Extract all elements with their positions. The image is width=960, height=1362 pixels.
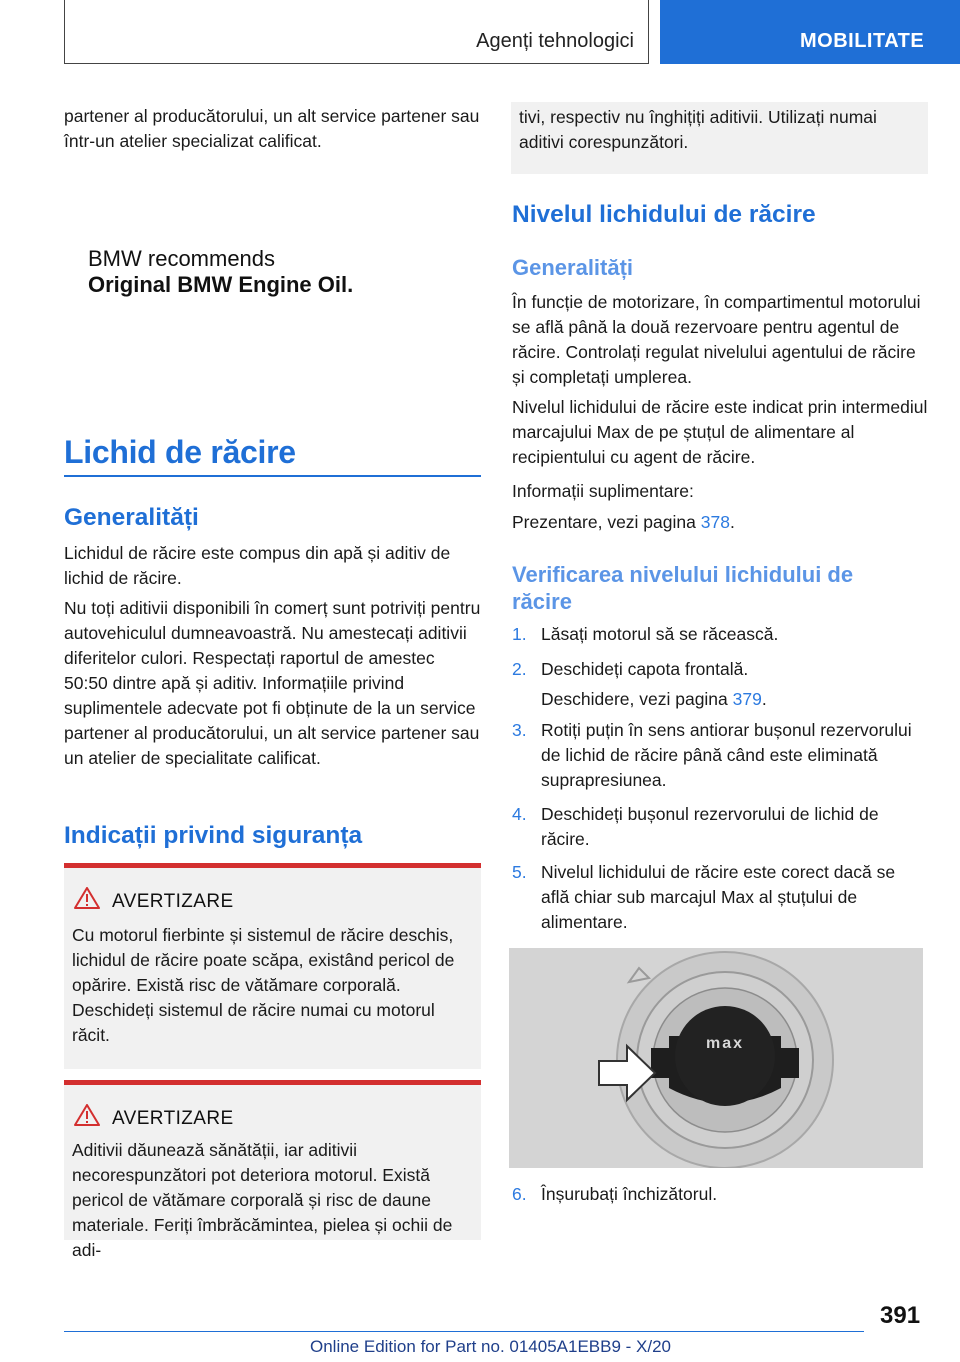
left-intro-text: partener al producătorului, un alt service partener sau într-un atelier specializat calificat. xyxy=(64,106,480,151)
step-text: Deschideți bușonul rezervorului de lichid de răcire. xyxy=(541,804,879,849)
step-text: Rotiți puțin în sens antiorar bușonul rezervorului de lichid de răcire până când este eliminată suprapresiunea. xyxy=(541,720,912,790)
max-marking: max xyxy=(705,1035,745,1052)
left-paragraph-2: Nu toți aditivii disponibili în comerț sunt potriviți pentru autovehiculul dumneavoastră. Nu amestecați aditivii diferitelor culori. Respectați raportul de amestec 50:50 dintre apă și aditiv. Informațiile privind suplimentele adecvate pot fi obținute de la un service partener al producătorului, un alt service partener sau un atelier de specialitate calificat. xyxy=(64,598,481,768)
step-2-subnote: Deschidere, vezi pagina 379. xyxy=(541,689,767,709)
warning-box-1 xyxy=(64,863,481,1069)
step-number: 2. xyxy=(512,659,527,679)
page-number: 391 xyxy=(880,1302,921,1329)
warning-box-2 xyxy=(64,1080,481,1260)
heading-general-left: Generalități xyxy=(64,504,199,531)
right-paragraph-2: Nivelul lichidului de răcire este indicat prin intermediul marcajului Max de pe ștuțul de alimentare al recipientului cu agent de răcire. xyxy=(512,397,928,467)
header-chapter-tab xyxy=(660,0,960,64)
overview-ref-text: Prezentare, vezi pagina xyxy=(512,512,701,532)
step-text: Înșurubați închizătorul. xyxy=(541,1184,718,1204)
page-link-379[interactable]: 379 xyxy=(732,689,762,709)
warning-text-1: Cu motorul fierbinte și sistemul de răcire deschis, lichidul de răcire poate scăpa, existând pericol de opărire. Există risc de vătămare corporală. Deschideți sistemul de răcire numai cu motorul răcit. xyxy=(72,925,455,1045)
warning-triangle-icon xyxy=(74,887,100,909)
heading-underline xyxy=(64,475,481,477)
warning-text-2: Aditivii dăunează sănătății, iar aditivii necorespunzători pot deteriora motorul. Există pericol de vătămare corporală și risc de daune materiale. Feriți îmbrăcămintea, pielea și ochii de adi- xyxy=(72,1140,453,1260)
footer-edition: Online Edition for Part no. 01405A1EBB9 - X/20 xyxy=(310,1337,672,1356)
heading-general-right: Generalități xyxy=(512,255,634,280)
step-number: 3. xyxy=(512,720,527,740)
step-number: 5. xyxy=(512,862,527,882)
heading-coolant: Lichid de răcire xyxy=(64,434,296,470)
step-text: Deschideți capota frontală. xyxy=(541,659,749,679)
ad-line-1: BMW recommends xyxy=(88,246,276,271)
heading-check-level: Verificarea nivelului lichidului de răcire xyxy=(512,562,854,614)
continued-text: tivi, respectiv nu înghițiți aditivii. Utilizați numai aditivi corespunzători. xyxy=(519,107,877,152)
warning-title-2: AVERTIZARE xyxy=(112,1108,234,1129)
step-text: Nivelul lichidului de răcire este corect dacă se află chiar sub marcajul Max al ștuțului de alimentare. xyxy=(541,862,896,932)
header-chapter-title: MOBILITATE xyxy=(800,30,925,52)
step-number: 4. xyxy=(512,804,527,824)
right-paragraph-3: Informații suplimentare: xyxy=(512,481,694,501)
opening-ref-text: Deschidere, vezi pagina xyxy=(541,689,733,709)
step-number: 1. xyxy=(512,624,527,644)
header-section-title: Agenți tehnologici xyxy=(476,30,634,52)
heading-safety: Indicații privind siguranța xyxy=(64,822,363,849)
ad-line-2: Original BMW Engine Oil. xyxy=(88,272,354,297)
warning-bar xyxy=(64,1080,481,1085)
step-number: 6. xyxy=(512,1184,527,1204)
heading-coolant-level: Nivelul lichidului de răcire xyxy=(512,201,816,228)
left-paragraph-1: Lichidul de răcire este compus din apă și aditiv de lichid de răcire. xyxy=(64,543,451,588)
warning-title-1: AVERTIZARE xyxy=(112,891,234,912)
bmw-oil-ad xyxy=(88,246,448,298)
header-section-tab xyxy=(64,0,649,64)
coolant-cap-photo xyxy=(509,948,923,1168)
page-link-378[interactable]: 378 xyxy=(700,512,730,532)
warning-bar xyxy=(64,863,481,868)
right-paragraph-1: În funcție de motorizare, în compartimentul motorului se află până la două rezervoare pentru agentul de răcire. Controlați regulat nivelului agentului de răcire și completați umplerea. xyxy=(512,292,921,387)
warning-triangle-icon xyxy=(74,1104,100,1126)
footer-rule xyxy=(64,1331,864,1332)
continued-box xyxy=(511,102,928,174)
right-paragraph-4: Prezentare, vezi pagina 378. xyxy=(512,512,735,532)
step-text: Lăsați motorul să se răcească. xyxy=(541,624,779,644)
